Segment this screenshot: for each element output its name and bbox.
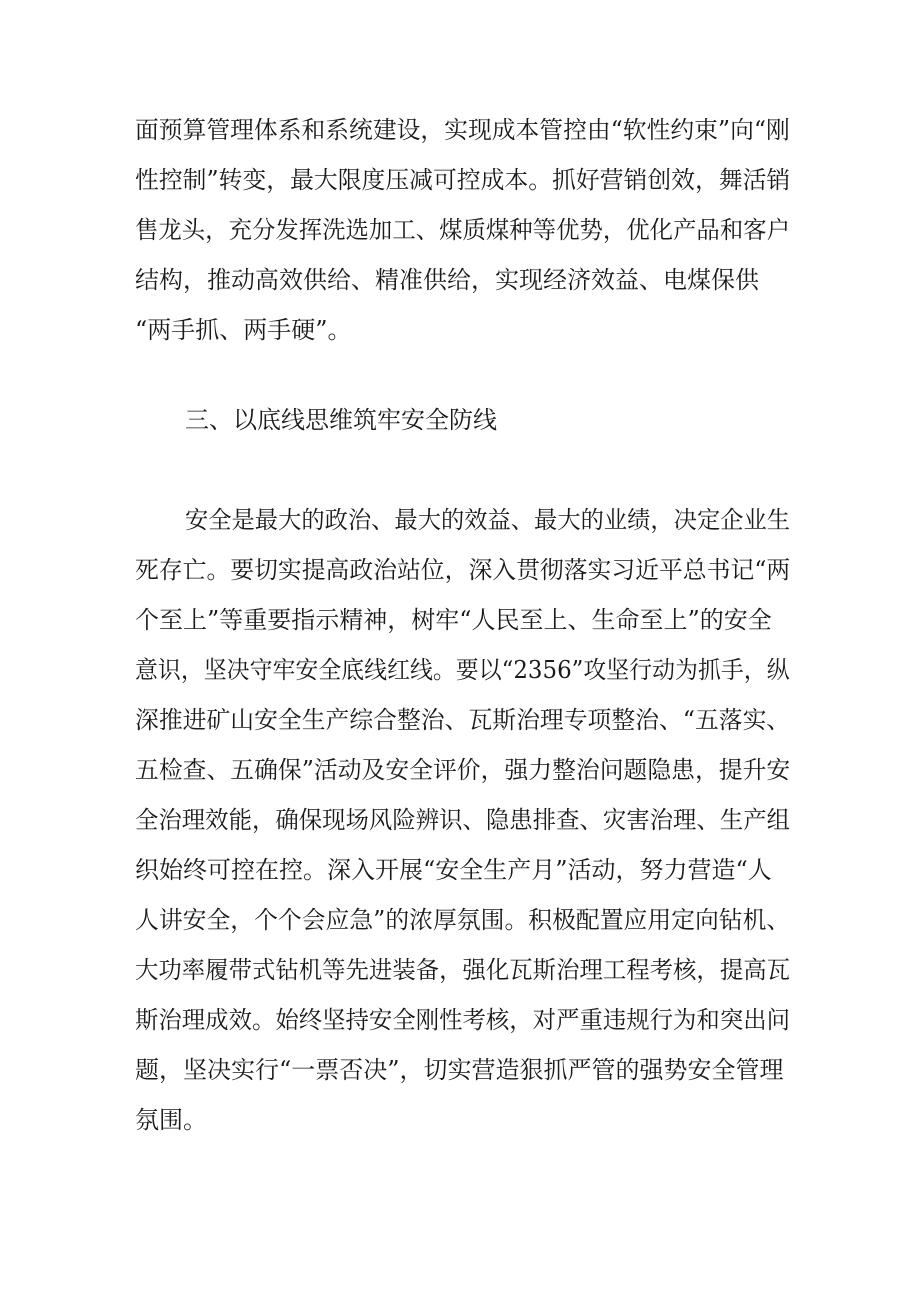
paragraph-line: 全治理效能，确保现场风险辨识、隐患排查、灾害治理、生产组 — [135, 806, 790, 834]
paragraph-line: 性控制”转变，最大限度压减可控成本。抓好营销创效，舞活销 — [135, 166, 791, 194]
section-heading: 三、以底线思维筑牢安全防线 — [185, 406, 497, 434]
paragraph-line: 五检查、五确保”活动及安全评价，强力整治问题隐患，提升安 — [135, 756, 791, 784]
paragraph-line: 深推进矿山安全生产综合整治、瓦斯治理专项整治、“五落实、 — [135, 706, 791, 734]
paragraph-line: 大功率履带式钻机等先进装备，强化瓦斯治理工程考核，提高瓦 — [135, 956, 790, 984]
paragraph-line: 结构，推动高效供给、精准供给，实现经济效益、电煤保供 — [135, 266, 759, 294]
paragraph-line: 意识，坚决守牢安全底线红线。要以“2356”攻坚行动为抓手，纵 — [135, 656, 790, 684]
paragraph-line: 人讲安全，个个会应急”的浓厚氛围。积极配置应用定向钻机、 — [135, 906, 791, 934]
paragraph-line: 死存亡。要切实提高政治站位，深入贯彻落实习近平总书记“两 — [135, 556, 791, 584]
paragraph-line: 安全是最大的政治、最大的效益、最大的业绩，决定企业生 — [185, 506, 791, 534]
paragraph-line: 织始终可控在控。深入开展“安全生产月”活动，努力营造“人 — [135, 856, 772, 884]
paragraph-line: 售龙头，充分发挥洗选加工、煤质煤种等优势，优化产品和客户 — [135, 216, 790, 244]
paragraph-line: “两手抓、两手硬”。 — [135, 316, 352, 344]
paragraph-line: 面预算管理体系和系统建设，实现成本管控由“软性约束”向“刚 — [135, 116, 790, 144]
paragraph-line: 氛围。 — [135, 1106, 207, 1134]
paragraph-line: 个至上”等重要指示精神，树牢“人民至上、生命至上”的安全 — [135, 606, 772, 634]
paragraph-line: 题，坚决实行“一票否决”，切实营造狠抓严管的强势安全管理 — [135, 1056, 784, 1084]
paragraph-line: 斯治理成效。始终坚持安全刚性考核，对严重违规行为和突出问 — [135, 1006, 790, 1034]
